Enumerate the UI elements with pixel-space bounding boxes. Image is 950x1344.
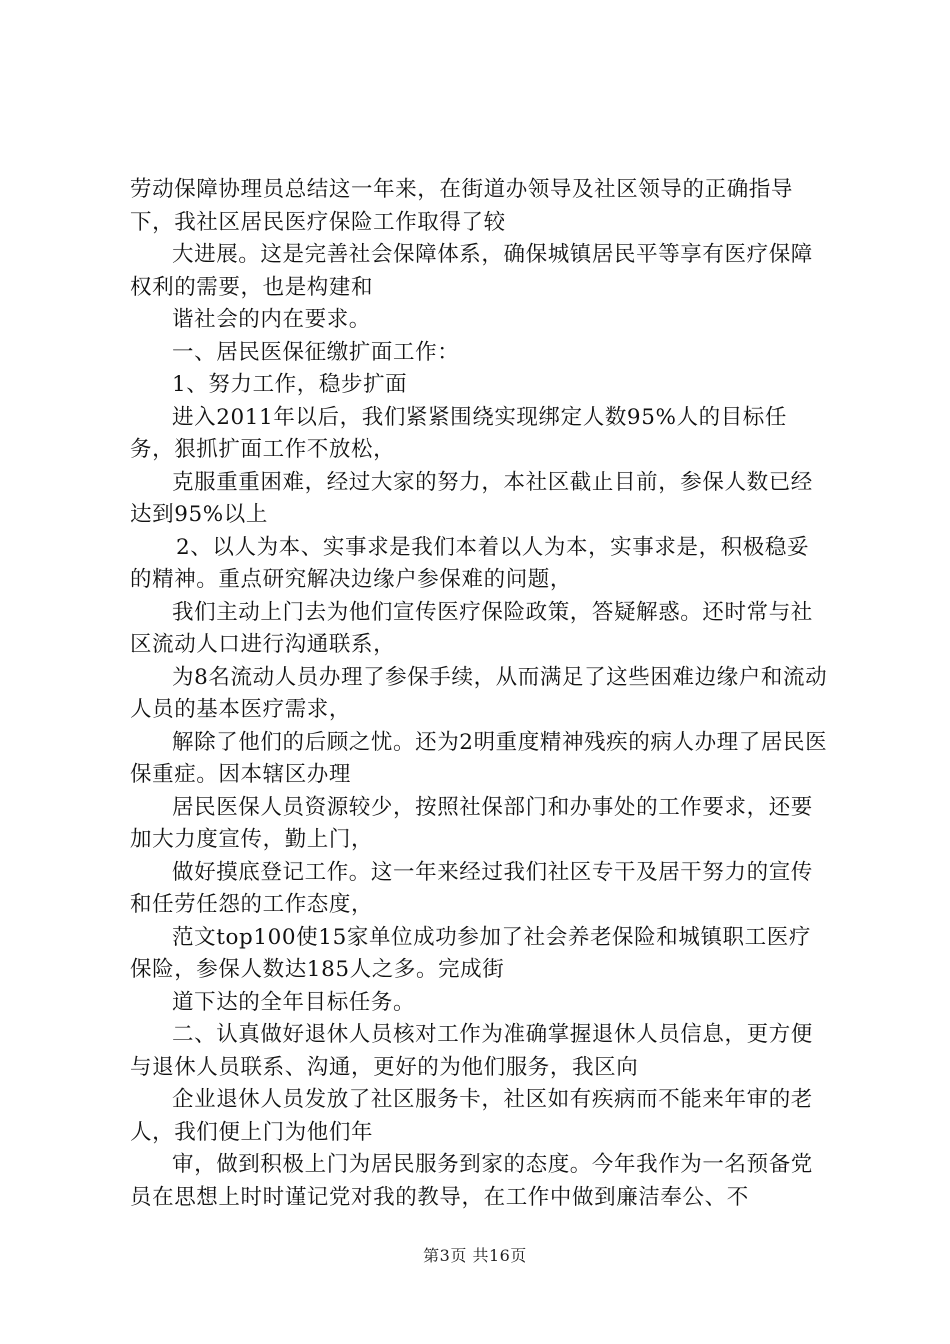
- paragraph-15: 道下达的全年目标任务。: [172, 989, 416, 1015]
- subheading-1: 1、努力工作，稳步扩面: [172, 372, 408, 397]
- paragraph-6: 进入2011年以后，我们紧紧围绕实现绑定人数95%人的目标任务，狠抓扩面工作不放松，: [130, 404, 788, 462]
- section-heading-2: 二、认真做好退休人员核对工作为准确掌握退休人员信息，更方便与退休人员联系、沟通，更好的为他们服务，我区向: [130, 1022, 813, 1080]
- document-body: [130, 174, 830, 1214]
- paragraph-10: 为8名流动人员办理了参保手续，从而满足了这些困难边缘户和流动人员的基本医疗需求，: [130, 664, 828, 722]
- paragraph-12: 居民医保人员资源较少，按照社保部门和办事处的工作要求，还要加大力度宣传，勤上门，: [130, 794, 813, 852]
- section-heading-1: 一、居民医保征缴扩面工作：: [172, 339, 460, 365]
- paragraph-14: 范文top100使15家单位成功参加了社会养老保险和城镇职工医疗保险，参保人数达185人之多。完成街: [130, 924, 811, 982]
- paragraph-11: 解除了他们的后顾之忧。还为2明重度精神残疾的病人办理了居民医保重症。因本辖区办理: [130, 729, 828, 787]
- paragraph-17: 企业退休人员发放了社区服务卡，社区如有疾病而不能来年审的老人，我们便上门为他们年: [130, 1087, 813, 1145]
- paragraph-2: 大进展。这是完善社会保障体系，确保城镇居民平等享有医疗保障权利的需要，也是构建和: [130, 242, 813, 300]
- paragraph-9: 我们主动上门去为他们宣传医疗保险政策，答疑解惑。还时常与社区流动人口进行沟通联系，: [130, 599, 813, 657]
- page-number-footer: 第3页 共16页: [423, 1246, 527, 1265]
- subheading-2: 2、以人为本、实事求是我们本着以人为本，实事求是，积极稳妥的精神。重点研究解决边缘户参保难的问题，: [130, 534, 810, 592]
- paragraph-18: 审，做到积极上门为居民服务到家的态度。今年我作为一名预备党员在思想上时时谨记党对我的教导，在工作中做到廉洁奉公、不: [130, 1152, 813, 1210]
- paragraph-13: 做好摸底登记工作。这一年来经过我们社区专干及居干努力的宣传和任劳任怨的工作态度，: [130, 859, 813, 917]
- paragraph-7: 克服重重困难，经过大家的努力，本社区截止目前，参保人数已经达到95%以上: [130, 469, 813, 527]
- paragraph-1: 劳动保障协理员总结这一年来，在街道办领导及社区领导的正确指导下，我社区居民医疗保险工作取得了较: [130, 177, 794, 235]
- paragraph-3: 谐社会的内在要求。: [172, 307, 371, 332]
